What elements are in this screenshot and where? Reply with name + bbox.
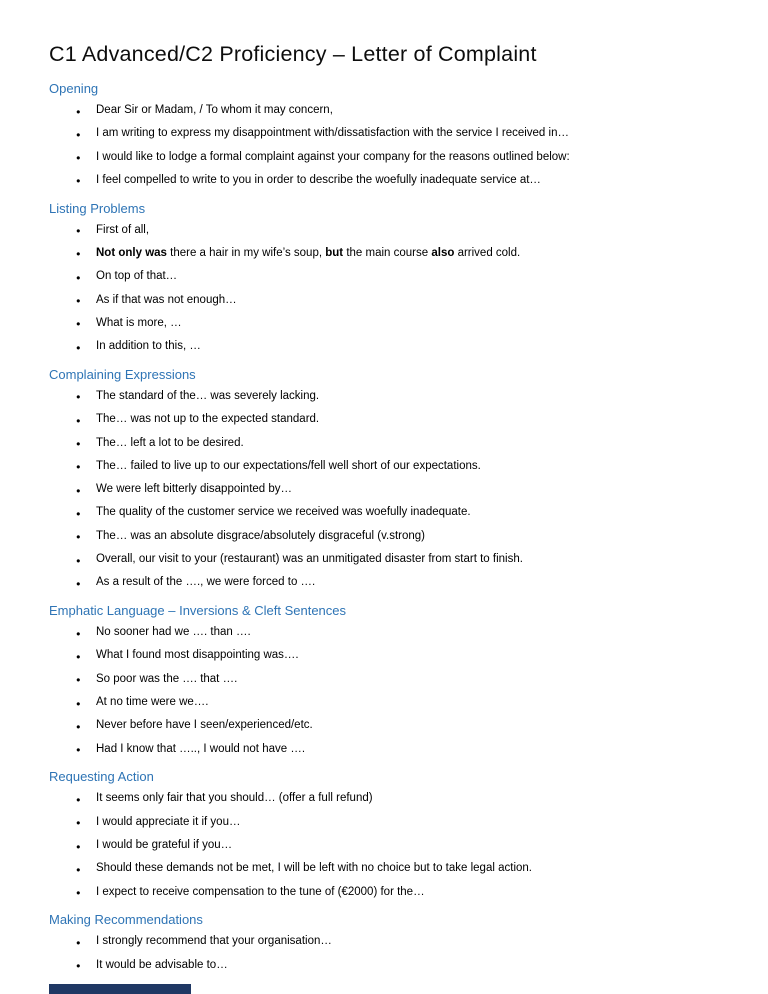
list-item-text: It would be advisable to… bbox=[96, 958, 228, 971]
list-item-text: What is more, … bbox=[96, 316, 182, 329]
section-heading: Listing Problems bbox=[49, 200, 146, 216]
list-item bbox=[96, 413, 720, 427]
list-item bbox=[96, 792, 720, 806]
list-item bbox=[96, 437, 720, 451]
list-item bbox=[96, 886, 720, 900]
list-item-text: there a hair in my wife’s soup, bbox=[166, 246, 326, 259]
list-item-text: The… left a lot to be desired. bbox=[96, 436, 244, 449]
list-item bbox=[96, 816, 720, 830]
list-item bbox=[96, 649, 720, 663]
list-item bbox=[96, 506, 720, 520]
list-item-text: At no time were we…. bbox=[96, 696, 209, 709]
list-item bbox=[96, 104, 720, 118]
list-item bbox=[96, 270, 720, 284]
list-item-text: No sooner had we …. than …. bbox=[96, 626, 251, 639]
list-item bbox=[96, 673, 720, 687]
list-item-text: I expect to receive compensation to the tune of (€2000) for the… bbox=[96, 885, 425, 898]
list-item bbox=[96, 483, 720, 497]
bullet-list bbox=[49, 104, 720, 188]
list-item-text: the main course bbox=[343, 246, 432, 259]
list-item-text: The… was an absolute disgrace/absolutely disgraceful (v.strong) bbox=[96, 529, 425, 542]
list-item-text: I feel compelled to write to you in order to describe the woefully inadequate service at… bbox=[96, 173, 541, 186]
list-item-text: Should these demands not be met, I will be left with no choice but to take legal action. bbox=[96, 862, 532, 875]
list-item-text: First of all, bbox=[96, 223, 150, 236]
list-item bbox=[96, 174, 720, 188]
list-item-text: I strongly recommend that your organisation… bbox=[96, 935, 332, 948]
list-item bbox=[96, 862, 720, 876]
list-item bbox=[96, 294, 720, 308]
list-item-text: What I found most disappointing was…. bbox=[96, 649, 299, 662]
section-heading: Complaining Expressions bbox=[49, 366, 196, 382]
section-heading: Making Recommendations bbox=[49, 912, 203, 928]
list-item-text: I would like to lodge a formal complaint against your company for the reasons outlined below: bbox=[96, 150, 570, 163]
bullet-list bbox=[49, 224, 720, 354]
list-item bbox=[96, 530, 720, 544]
section-heading: Emphatic Language – Inversions & Cleft Sentences bbox=[49, 603, 347, 619]
bullet-list bbox=[49, 935, 720, 972]
list-item-text: Overall, our visit to your (restaurant) was an unmitigated disaster from start to finish. bbox=[96, 553, 523, 566]
list-item bbox=[96, 935, 720, 949]
list-item bbox=[96, 696, 720, 710]
list-item-text: arrived cold. bbox=[454, 246, 521, 259]
section-heading: Requesting Action bbox=[49, 769, 154, 785]
list-item bbox=[96, 839, 720, 853]
bullet-list bbox=[49, 626, 720, 756]
sections bbox=[49, 81, 720, 973]
list-item-text: Never before have I seen/experienced/etc. bbox=[96, 719, 313, 732]
list-item bbox=[96, 151, 720, 165]
list-item bbox=[96, 247, 720, 261]
list-item-text: Had I know that ….., I would not have …. bbox=[96, 742, 306, 755]
list-item-text: We were left bitterly disappointed by… bbox=[96, 483, 293, 496]
list-item-text: Dear Sir or Madam, / To whom it may concern, bbox=[96, 104, 333, 116]
list-item-text: On top of that… bbox=[96, 270, 178, 283]
page-title: C1 Advanced/C2 Proficiency – Letter of Complaint bbox=[49, 42, 537, 66]
list-item bbox=[96, 460, 720, 474]
list-item bbox=[96, 340, 720, 354]
list-item-text: As a result of the …., we were forced to …. bbox=[96, 576, 316, 589]
list-item bbox=[96, 626, 720, 640]
list-item-text: The… was not up to the expected standard. bbox=[96, 413, 320, 426]
list-item bbox=[96, 959, 720, 973]
list-item-text-bold: also bbox=[431, 246, 455, 259]
list-item-text: The standard of the… was severely lacking. bbox=[96, 389, 320, 402]
bullet-list bbox=[49, 792, 720, 899]
list-item bbox=[96, 127, 720, 141]
list-item bbox=[96, 576, 720, 590]
list-item-text: I am writing to express my disappointment with/dissatisfaction with the service I received in… bbox=[96, 127, 569, 140]
list-item-text: The… failed to live up to our expectations/fell well short of our expectations. bbox=[96, 459, 481, 472]
list-item-text: It seems only fair that you should… (offer a full refund) bbox=[96, 792, 373, 805]
list-item bbox=[96, 743, 720, 757]
list-item bbox=[96, 317, 720, 331]
bullet-list bbox=[49, 390, 720, 590]
list-item-text: So poor was the …. that …. bbox=[96, 672, 238, 685]
list-item bbox=[96, 553, 720, 567]
list-item-text: I would be grateful if you… bbox=[96, 839, 233, 852]
list-item-text-bold: but bbox=[325, 246, 344, 259]
list-item-text: As if that was not enough… bbox=[96, 293, 237, 306]
document-body bbox=[49, 81, 720, 973]
list-item-text: I would appreciate it if you… bbox=[96, 815, 241, 828]
list-item bbox=[96, 224, 720, 238]
list-item bbox=[96, 390, 720, 404]
list-item-text: The quality of the customer service we received was woefully inadequate. bbox=[96, 506, 471, 519]
footer-bar bbox=[49, 984, 191, 994]
section-heading: Opening bbox=[49, 81, 99, 96]
list-item-text-bold: Not only was bbox=[96, 246, 167, 259]
list-item-text: In addition to this, … bbox=[96, 340, 201, 353]
list-item bbox=[96, 719, 720, 733]
